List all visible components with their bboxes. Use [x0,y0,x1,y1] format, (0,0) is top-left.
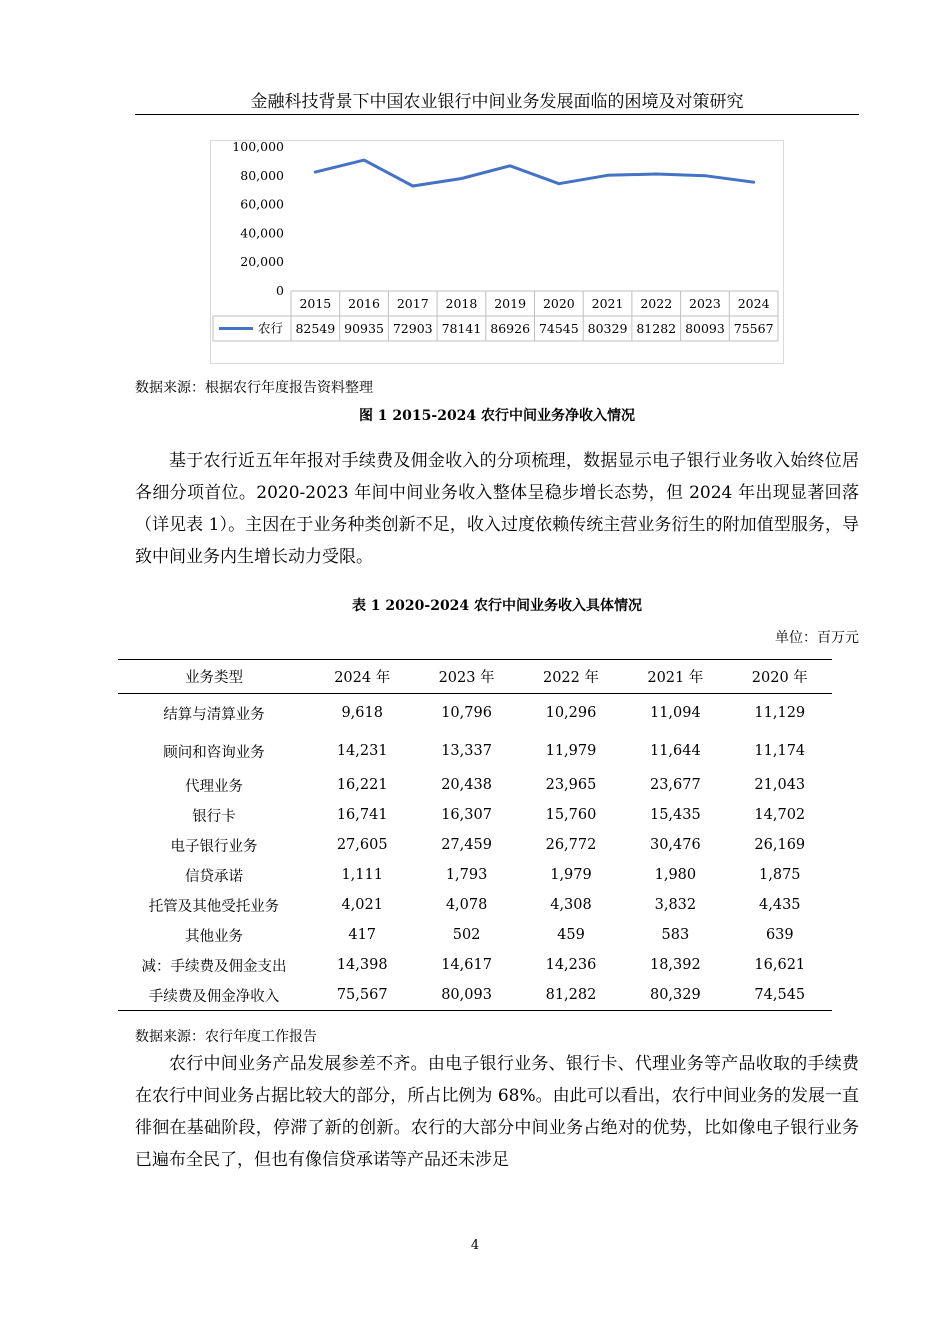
table-cell-value: 23,677 [649,777,701,793]
line-chart [210,140,784,364]
table-cell-value: 1,979 [550,867,592,883]
table-cell-value: 81,282 [519,980,623,1011]
header-rule [135,114,859,115]
table-cell-value: 10,796 [441,705,492,721]
data-value-label: 90935 [344,321,384,336]
table-header-cell: 2022 年 [519,660,623,694]
table-cell-value: 26,169 [754,837,806,853]
table-source: 数据来源：农行年度工作报告 [135,1029,317,1045]
table-row [118,770,832,800]
table-cell-value: 18,392 [649,957,701,973]
table-cell-value: 11,129 [754,705,806,721]
table-cell-value: 16,221 [336,777,388,793]
table-header-cell: 2024 年 [310,660,414,694]
chart-svg [211,141,785,365]
y-tick-label: 80,000 [240,167,284,183]
table-cell-value: 14,231 [336,743,388,759]
table-cell-value: 4,021 [341,897,383,913]
table-cell-value: 4,308 [550,897,592,913]
figure-source: 数据来源：根据农行年度报告资料整理 [135,380,373,396]
table-cell-type: 托管及其他受托业务 [148,898,280,915]
table-cell-value: 14,398 [336,957,388,973]
data-value-label: 72903 [392,321,433,336]
y-tick-label: 20,000 [240,254,284,270]
table-cell-value: 13,337 [441,743,492,759]
paragraph-1: 基于农行近五年年报对手续费及佣金收入的分项梳理，数据显示电子银行业务收入始终位居各细分项首位。2020-2023 年间中间业务收入整体呈稳步增长态势，但 2024 年出现显著回落（详见表 1）。主因在于业务种类创新不足，收入过度依赖传统主营业务衍生的附加值型服务，导致中间业务内生增长动力受限。 [135,451,859,567]
table-row [118,800,832,830]
y-tick-label: 60,000 [240,196,284,212]
x-category-label: 2024 [737,296,770,311]
table-cell-value: 14,617 [441,957,492,973]
paragraph-2: 农行中间业务产品发展参差不齐。由电子银行业务、银行卡、代理业务等产品收取的手续费在农行中间业务占据比较大的部分，所占比例为 68%。由此可以看出，农行中间业务的发展一直徘徊在基础阶段，停滞了新的创新。农行的大部分中间业务占绝对的优势，比如像电子银行业务已遍布全民了，但也有像信贷承诺等产品还未涉足 [135,1054,859,1170]
table-cell-value: 80,329 [623,980,727,1011]
table-cell-value: 4,435 [759,897,801,913]
table-cell-value: 14,702 [754,807,806,823]
x-category-label: 2017 [396,296,429,311]
table-header-cell: 2023 年 [414,660,518,694]
table-row [118,830,832,860]
table-row [118,980,832,1011]
table-caption: 表 1 2020-2024 农行中间业务收入具体情况 [351,598,643,614]
table-cell-value: 11,094 [649,705,701,721]
table-cell-value: 75,567 [310,980,414,1011]
data-value-label: 74545 [538,321,579,336]
data-value-label: 80329 [587,321,628,336]
table-cell-value: 27,605 [336,837,388,853]
table-cell-value: 10,296 [545,705,597,721]
table-cell-value: 23,965 [545,777,597,793]
table-cell-value: 11,644 [649,743,701,759]
y-tick-label: 0 [276,283,284,298]
table-cell-type: 手续费及佣金净收入 [118,980,310,1011]
table-cell-value: 1,793 [445,867,488,883]
table-cell-value: 16,307 [441,807,492,823]
table-cell-value: 80,093 [414,980,518,1011]
table-row [118,860,832,890]
legend-series-name: 农行 [258,320,284,336]
table-unit: 单位：百万元 [775,630,859,646]
page-number: 4 [470,1238,480,1253]
table-header-cell: 业务类型 [118,660,310,694]
table-cell-value: 1,875 [759,867,801,883]
table-cell-value: 74,545 [728,980,832,1011]
table-cell-type: 电子银行业务 [170,838,258,855]
table-header-cell: 2020 年 [728,660,832,694]
table-cell-type: 信贷承诺 [185,868,243,885]
data-value-label: 82549 [295,321,336,336]
table-cell-value: 14,236 [545,957,597,973]
x-category-label: 2023 [689,296,721,311]
data-value-label: 86926 [490,321,531,336]
table-cell-value: 583 [661,927,690,943]
income-table [118,659,832,1011]
x-category-label: 2022 [640,296,673,311]
y-tick-label: 100,000 [232,141,284,154]
table-cell-value: 1,980 [654,867,697,883]
table-cell-value: 502 [452,927,481,943]
table-cell-value: 16,741 [336,807,388,823]
table-row [118,950,832,980]
table-cell-value: 11,979 [545,743,597,759]
table-cell-type: 结算与清算业务 [163,706,265,723]
table-cell-value: 639 [765,927,794,943]
data-value-label: 81282 [636,321,677,336]
table-row [118,694,832,733]
x-category-label: 2015 [299,296,332,311]
table-cell-value: 20,438 [441,777,492,793]
table-cell-value: 9,618 [341,705,383,721]
table-cell-type: 减：手续费及佣金支出 [141,958,287,975]
table-row [118,890,832,920]
table-cell-value: 26,772 [545,837,597,853]
table-cell-type: 代理业务 [185,778,243,795]
x-category-label: 2021 [591,296,624,311]
table-header-row [118,660,832,694]
data-value-label: 78141 [441,321,482,336]
figure-caption: 图 1 2015-2024 农行中间业务净收入情况 [358,408,636,424]
table-cell-value: 21,043 [754,777,806,793]
y-tick-label: 40,000 [240,225,284,241]
table-cell-value: 30,476 [649,837,701,853]
table-row [118,920,832,950]
x-category-label: 2019 [494,296,527,311]
table-cell-value: 1,111 [341,867,383,883]
table-cell-type: 银行卡 [192,808,236,825]
series-line-nonghang [315,160,753,186]
table-cell-type: 顾问和咨询业务 [163,744,265,761]
table-cell-type: 其他业务 [185,928,243,945]
table-cell-value: 27,459 [441,837,492,853]
x-category-label: 2018 [445,296,478,311]
x-category-label: 2016 [348,296,380,311]
table-cell-value: 15,435 [649,807,701,823]
table-cell-value: 4,078 [445,897,488,913]
table-row [118,732,832,770]
table-cell-value: 16,621 [754,957,806,973]
table-cell-value: 15,760 [545,807,597,823]
table-header-cell: 2021 年 [623,660,727,694]
table-cell-value: 11,174 [754,743,806,759]
data-value-label: 80093 [685,321,725,336]
x-category-label: 2020 [542,296,575,311]
table-cell-value: 459 [557,927,585,943]
table-cell-value: 417 [348,927,377,943]
running-header-title: 金融科技背景下中国农业银行中间业务发展面临的困境及对策研究 [250,92,744,112]
table-cell-value: 3,832 [654,897,697,913]
data-value-label: 75567 [733,321,774,336]
